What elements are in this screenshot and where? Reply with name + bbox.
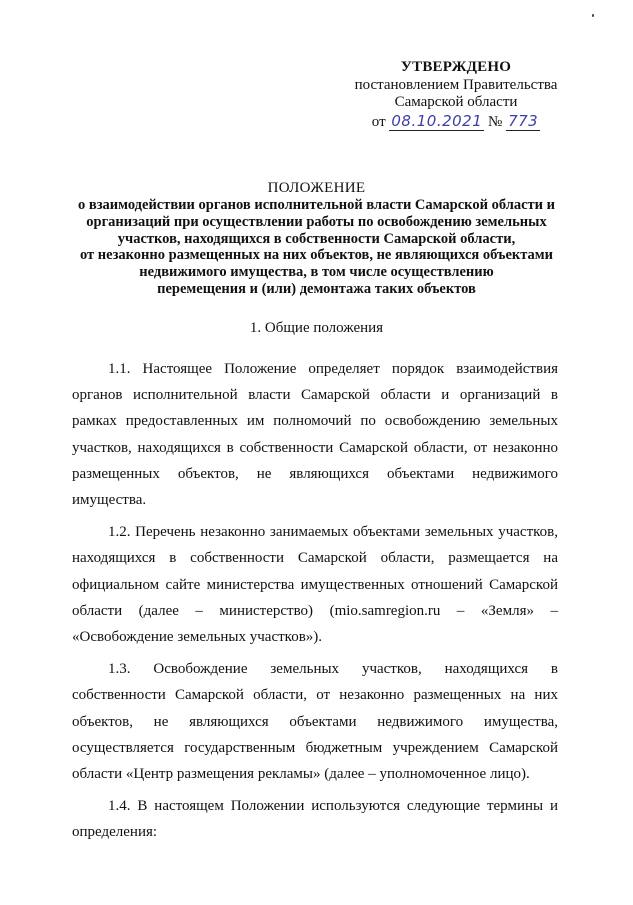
handwritten-date: 08.10.2021 [391,111,483,130]
title-line: недвижимого имущества, в том числе осуществлению [139,264,494,281]
title-line: от незаконно размещенных на них объектов, не являющихся объектами [79,247,554,264]
title-line: перемещения и (или) демонтажа таких объектов [157,280,476,297]
approval-stamp [340,59,572,132]
paragraph-1-1: 1.1. Настоящее Положение определяет порядок взаимодействия органов исполнительной власти Самарской области и организаций в рамках предоставленных им полномочий по освобождению земельных участков, находящихся в собственности Самарской области, от незаконно размещенных объектов, не являющихся объектами недвижимого имущества. [72,361,558,509]
date-field [389,113,484,131]
approval-date-line [340,112,572,132]
title-line: о взаимодействии органов исполнительной власти Самарской области и [78,197,555,213]
date-prefix: от [371,113,386,130]
approval-heading: УТВЕРЖДЕНО [400,59,512,75]
section-heading: 1. Общие положения [249,320,384,336]
paragraph-1-2: 1.2. Перечень незаконно занимаемых объектами земельных участков, находящихся в собственности Самарской области, размещается на официальном сайте министерства имущественных отношений Самарской области (далее – министерство) (mio.samregion.ru – «Земля» – «Освобождение земельных участков»). [72,524,558,646]
document-body [72,356,558,852]
paragraph-1-4: 1.4. В настоящем Положении используются следующие термины и определения: [72,798,558,841]
approval-line-1: постановлением Правительства [354,76,558,93]
title-line: организаций при осуществлении работы по освобождению земельных [86,213,547,230]
title-line: участков, находящихся в собственности Самарской области, [117,230,516,247]
scan-mark [592,14,594,17]
approval-line-2: Самарской области [394,94,518,110]
document-title-block [40,180,593,298]
paragraph-1-3: 1.3. Освобождение земельных участков, находящихся в собственности Самарской области, от незаконно размещенных на них объектов, не являющихся объектами недвижимого имущества, осуществляется государственным бюджетным учреждением Самарской области «Центр размещения рекламы» (далее – уполномоченное лицо). [72,661,558,783]
number-prefix: № [488,113,503,130]
handwritten-number: 773 [508,111,539,130]
document-title: ПОЛОЖЕНИЕ [267,180,366,196]
number-field [506,113,540,131]
